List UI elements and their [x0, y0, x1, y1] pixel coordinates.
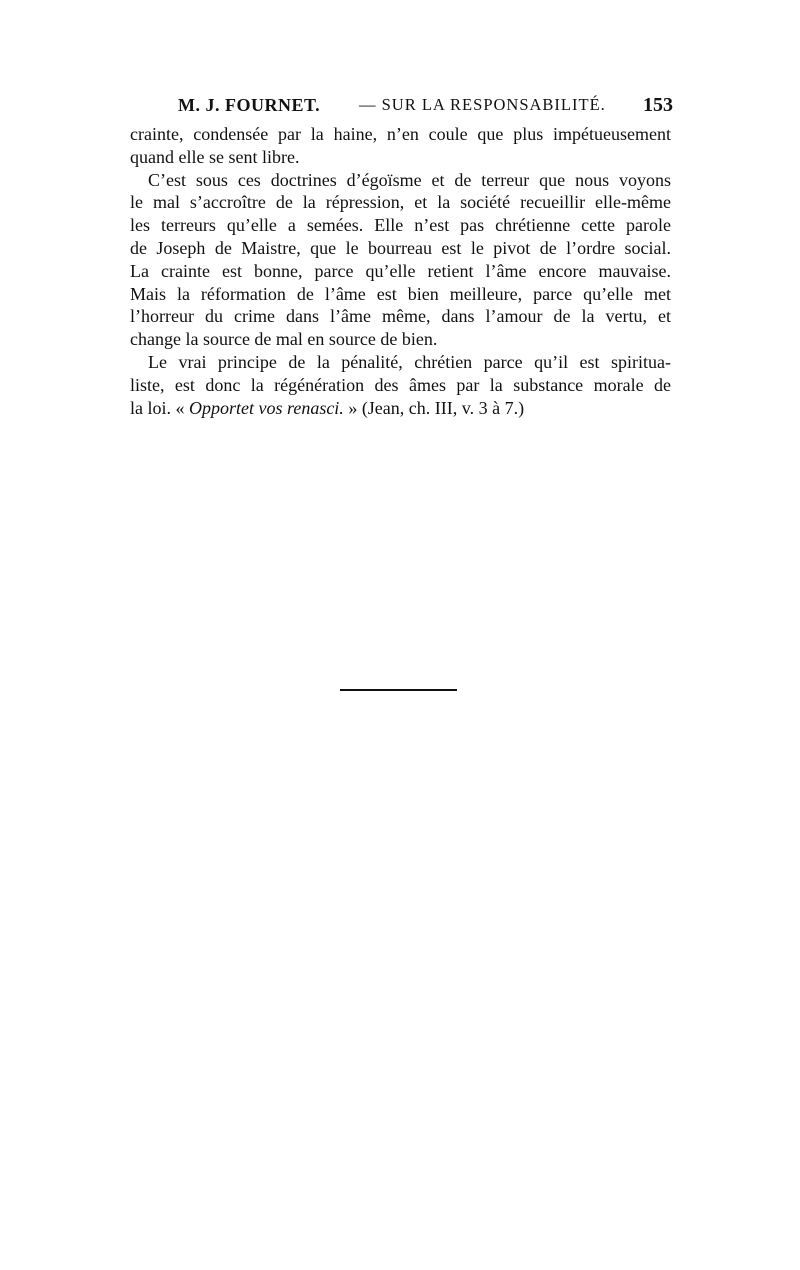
latin-quote: Opportet vos renasci. — [189, 397, 344, 418]
text-line: La crainte est bonne, parce qu’elle retient l’âme encore mauvaise. — [130, 260, 671, 281]
citation-lead: la loi. « — [130, 397, 185, 418]
page-number: 153 — [643, 94, 673, 116]
text-line: le mal s’accroître de la répression, et la société recueillir elle-même — [130, 192, 671, 213]
running-head-title-text: SUR LA RESPONSABILITÉ. — [381, 95, 606, 114]
text-line: de Joseph de Maistre, que le bourreau est le pivot de l’ordre social. — [130, 237, 671, 258]
text-line: les terreurs qu’elle a semées. Elle n’est pas chrétienne cette parole — [130, 215, 671, 236]
running-head-separator: — — [359, 95, 377, 114]
paragraph-2 — [130, 169, 671, 351]
end-rule — [340, 689, 457, 691]
text-line: l’horreur du crime dans l’âme même, dans l’amour de la vertu, et — [130, 306, 671, 327]
paragraph-1 — [130, 123, 671, 169]
paragraph-3 — [130, 351, 671, 419]
running-head — [178, 92, 673, 118]
text-line: liste, est donc la régénération des âmes par la substance morale de — [130, 374, 671, 395]
text-line: C’est sous ces doctrines d’égoïsme et de terreur que nous voyons — [148, 169, 671, 190]
text-line: crainte, condensée par la haine, n’en coule que plus impétueusement — [130, 124, 671, 144]
citation-reference: » (Jean, ch. III, v. 3 à 7.) — [348, 397, 525, 418]
running-head-title — [359, 92, 606, 118]
text-line: quand elle se sent libre. — [130, 146, 300, 167]
text-line: Le vrai principe de la pénalité, chrétien parce qu’il est spiritua- — [148, 351, 671, 372]
text-line: Mais la réformation de l’âme est bien meilleure, parce qu’elle met — [130, 283, 671, 304]
body-text — [130, 123, 671, 419]
text-line: change la source de mal en source de bien. — [130, 329, 438, 350]
text-line — [130, 397, 671, 420]
running-head-author: M. J. FOURNET. — [178, 95, 321, 115]
